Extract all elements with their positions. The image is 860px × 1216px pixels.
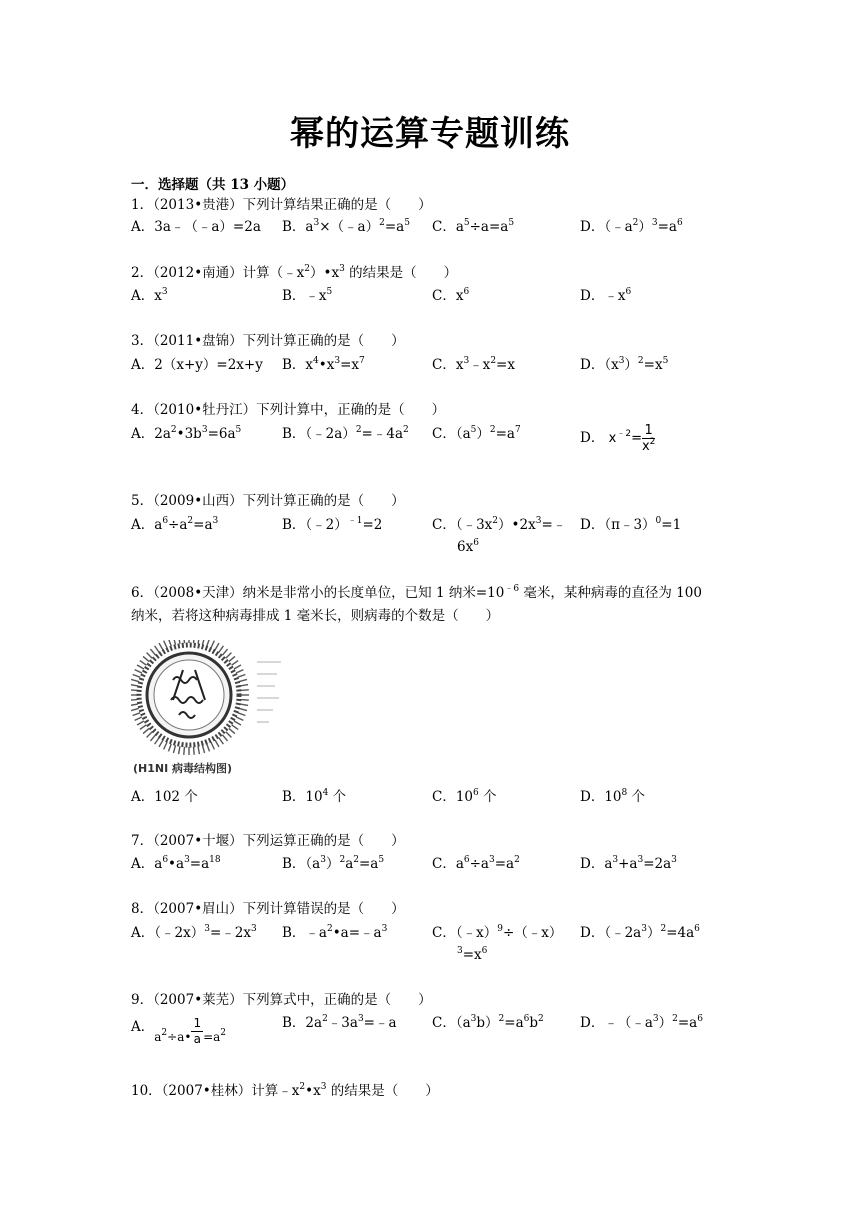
q7-option-c: C．$a^6\div a^3=a^2$: [432, 855, 520, 872]
virus-spike: [232, 725, 239, 730]
virus-spike: [137, 721, 144, 725]
q5-option-b: B．（﹣2）$^{﹣1}$=2: [282, 516, 383, 533]
virus-spike: [150, 649, 155, 655]
virus-spike: [239, 708, 247, 710]
virus-spike: [226, 653, 232, 659]
virus-spike: [229, 728, 235, 733]
virus-spike: [131, 708, 139, 710]
virus-spike: [211, 742, 214, 749]
virus-spike: [131, 700, 137, 701]
virus-spike: [155, 738, 160, 745]
virus-spike: [222, 735, 227, 741]
virus-spike: [147, 732, 153, 738]
q3-option-a: A．2（x+y）=2x+y: [131, 357, 263, 373]
question-6-stem-line-1: 6．（2008•天津）纳米是非常小的长度单位，已知 1 纳米$=10^{﹣6}$ 毫米，某种病毒的直径为 100: [131, 584, 702, 601]
page-title: 幂的运算专题训练: [290, 114, 570, 154]
q8-option-a: A．$(﹣2x)^3=﹣2x^3$: [131, 924, 257, 941]
q8-option-b: B．$﹣a^2•a=﹣a^3$: [282, 924, 388, 941]
question-10-stem: 10．（2007•桂林）计算$﹣x^2•x^3$ 的结果是（ ）: [131, 1082, 439, 1099]
q3-option-d: D．$(x^3)^2=x^5$: [580, 356, 669, 373]
q6-option-b: B．$10^4$ 个: [282, 788, 347, 805]
virus-spike: [159, 740, 163, 747]
virus-spike: [229, 656, 235, 661]
virus-spike: [135, 717, 142, 720]
virus-spike: [240, 685, 248, 686]
virus-spike: [194, 640, 195, 643]
virus-spike: [211, 641, 214, 648]
virus-spike: [179, 746, 180, 754]
virus-spike: [131, 704, 138, 705]
q1-option-d: D．$(﹣a^2)^3=a^6$: [580, 218, 683, 235]
virus-spike: [164, 641, 167, 648]
virus-spike: [168, 744, 171, 752]
q5-option-a: A．$a^6\div a^2=a^3$: [131, 516, 219, 533]
question-5-stem: 5．（2009•山西）下列计算正确的是（ ）: [131, 493, 405, 509]
q3-option-b: B．$x^4•x^3=x^7$: [282, 356, 365, 373]
q7-option-d: D．$a^3+a^3=2a^3$: [580, 855, 677, 872]
q6-option-d: D．$10^8$ 个: [580, 788, 646, 805]
virus-spike: [207, 640, 210, 646]
virus-spike: [173, 640, 175, 645]
q7-option-a: A．$a^6•a^3=a^{18}$: [131, 855, 221, 872]
virus-spike: [184, 640, 185, 643]
virus-spike: [215, 740, 219, 747]
virus-spike: [143, 656, 149, 661]
virus-spike: [241, 700, 249, 701]
virus-spike: [143, 728, 149, 733]
virus-spike: [140, 725, 147, 730]
virus-spike: [238, 713, 246, 716]
q4-option-d: D． $x^{﹣2}=$ $\frac{1}{x^2}$: [580, 423, 656, 454]
q6-option-c: C．$10^6$ 个: [432, 788, 497, 805]
q2-option-d: D．$﹣x^6$: [580, 287, 632, 304]
q5-option-c: C．$(﹣3x^2)•2x^3=﹣$ $6x^6$: [432, 516, 567, 555]
virus-spike: [137, 665, 144, 669]
q3-option-c: C．$x^3﹣x^2=x$: [432, 356, 515, 373]
virus-spike: [236, 717, 243, 720]
q9-option-d: D．$﹣(﹣a^3)^2=a^6$: [580, 1014, 703, 1031]
q2-option-b: B．$﹣x^5$: [282, 287, 333, 304]
virus-spike: [194, 747, 195, 755]
virus-spike: [168, 640, 171, 646]
q5-option-d: D．（π﹣3）$^0$=1: [580, 516, 682, 533]
question-9-stem: 9．（2007•莱芜）下列算式中，正确的是（ ）: [131, 992, 432, 1008]
virus-spike: [150, 735, 155, 741]
virus-spike: [219, 738, 224, 745]
virus-spike: [179, 640, 180, 644]
virus-spike: [198, 746, 199, 754]
virus-spike: [215, 643, 219, 650]
q4-option-c: C．$(a^5)^2=a^7$: [432, 425, 521, 442]
virus-spike: [207, 744, 210, 752]
virus-spike: [239, 679, 247, 681]
q4-option-b: B．$(﹣2a)^2=﹣4a^2$: [282, 425, 409, 442]
q9-option-b: B．$2a^2﹣3a^3=﹣a$: [282, 1014, 397, 1031]
section-heading: 一．选择题（共 13 小题）: [131, 177, 295, 193]
virus-spike: [140, 661, 147, 666]
virus-spike: [202, 640, 204, 645]
q4-option-a: A．$2a^2•3b^3=6a^5$: [131, 425, 242, 442]
q1-option-c: C．$a^5\div a=a^5$: [432, 218, 515, 235]
question-4-stem: 4．（2010•牡丹江）下列计算中，正确的是（ ）: [131, 402, 446, 418]
question-6-stem-line-2: 纳米，若将这种病毒排成 1 毫米长，则病毒的个数是（ ）: [131, 608, 500, 624]
virus-spike: [131, 690, 137, 691]
q8-option-c: C．（﹣x）$^9$÷（﹣x） $^3=x^6$: [432, 924, 563, 963]
virus-spike: [202, 745, 204, 753]
q2-option-c: C．$x^6$: [432, 287, 470, 304]
q1-option-a: A．3a﹣（﹣a）=2a: [131, 219, 261, 235]
virus-spike: [173, 745, 175, 753]
question-2-stem: 2．（2012•南通）计算$(﹣x^2)•x^3$ 的结果是（ ）: [131, 264, 458, 281]
virus-spike: [238, 674, 246, 677]
virus-spike: [131, 679, 139, 681]
q2-option-a: A．$x^3$: [131, 287, 168, 304]
virus-spike: [159, 643, 163, 650]
virus-spike: [155, 646, 160, 653]
virus-spike: [234, 665, 241, 669]
virus-spike: [226, 732, 232, 738]
q9-option-a: A．$a^2\div a•$ $\frac{1}{a}$ $=a^2$: [131, 1016, 227, 1046]
q9-option-c: C．$(a^3b)^2=a^6b^2$: [432, 1014, 544, 1031]
question-8-stem: 8．（2007•眉山）下列计算错误的是（ ）: [131, 901, 405, 917]
question-1-stem: 1．（2013•贵港）下列计算结果正确的是（ ）: [131, 197, 432, 213]
q1-option-b: B．$a^3\times(﹣a)^2=a^5$: [282, 218, 410, 235]
figure-caption: (H1NI 病毒结构图): [133, 762, 233, 775]
virus-spike: [236, 670, 243, 673]
virus-spike: [184, 747, 185, 755]
q8-option-d: D．$(﹣2a^3)^2=4a^6$: [580, 924, 700, 941]
virus-spike: [234, 721, 241, 725]
virus-spike: [232, 661, 239, 666]
virus-spike: [133, 674, 141, 677]
virus-spike: [222, 649, 227, 655]
virus-spike: [198, 640, 199, 644]
virus-spike: [219, 646, 224, 653]
q7-option-b: B．$(a^3)^2a^2=a^5$: [282, 855, 385, 872]
virus-structure-figure: [131, 640, 291, 776]
question-7-stem: 7．（2007•十堰）下列运算正确的是（ ）: [131, 833, 405, 849]
virus-spike: [241, 690, 249, 691]
virus-spike: [240, 704, 248, 705]
virus-spike: [133, 713, 141, 716]
question-3-stem: 3．（2011•盘锦）下列计算正确的是（ ）: [131, 333, 405, 349]
virus-spike: [164, 742, 167, 749]
virus-spike: [135, 670, 142, 673]
q6-option-a: A．102 个: [131, 789, 198, 805]
virus-spike: [131, 685, 138, 686]
virus-spike: [147, 653, 153, 659]
